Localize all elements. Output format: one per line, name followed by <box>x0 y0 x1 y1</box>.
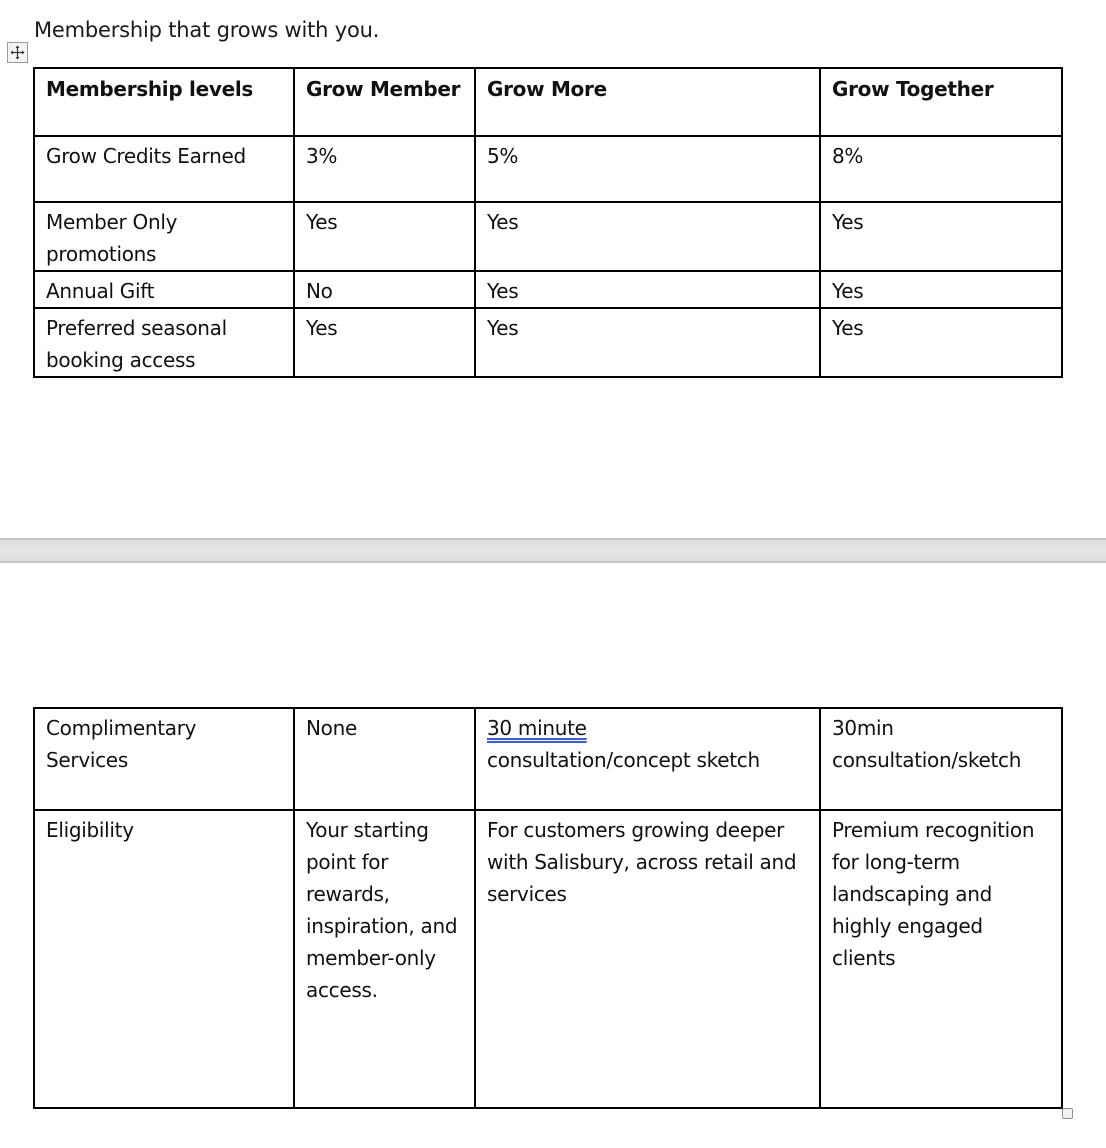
table-cell[interactable]: 5% <box>475 136 820 202</box>
page-break-separator <box>0 538 1106 563</box>
row-label-cell[interactable]: Preferred seasonal booking access <box>34 308 294 377</box>
header-cell-grow-more[interactable]: Grow More <box>475 68 820 136</box>
table-row <box>34 308 1062 377</box>
header-cell-membership-levels[interactable]: Membership levels <box>34 68 294 136</box>
cell-text: consultation/concept sketch <box>487 748 760 772</box>
membership-services-table <box>33 707 1063 1109</box>
table-cell[interactable]: None <box>294 708 475 810</box>
table-cell[interactable]: Yes <box>294 202 475 271</box>
table-cell[interactable]: 8% <box>820 136 1062 202</box>
membership-levels-table <box>33 67 1063 378</box>
table-cell[interactable]: Yes <box>475 202 820 271</box>
table-header-row <box>34 68 1062 136</box>
table-cell[interactable]: Yes <box>475 308 820 377</box>
row-label-cell[interactable]: Complimentary Services <box>34 708 294 810</box>
document-heading: Membership that grows with you. <box>34 18 380 42</box>
table-cell[interactable]: Yes <box>820 308 1062 377</box>
table-cell[interactable]: No <box>294 271 475 308</box>
table-cell[interactable]: 3% <box>294 136 475 202</box>
table-cell[interactable]: Yes <box>820 202 1062 271</box>
table-cell[interactable]: Yes <box>820 271 1062 308</box>
row-label-cell[interactable]: Annual Gift <box>34 271 294 308</box>
table-cell[interactable]: Yes <box>294 308 475 377</box>
header-cell-grow-together[interactable]: Grow Together <box>820 68 1062 136</box>
row-label-cell[interactable]: Eligibility <box>34 810 294 1108</box>
grammar-flagged-text[interactable]: 30 minute <box>487 716 587 740</box>
table-cell[interactable]: Premium recognition for long-term landscaping and highly engaged clients <box>820 810 1062 1108</box>
table-resize-handle[interactable] <box>1062 1108 1073 1119</box>
table-cell[interactable]: Your starting point for rewards, inspiration, and member-only access. <box>294 810 475 1108</box>
table-cell[interactable]: Yes <box>475 271 820 308</box>
table-move-handle[interactable] <box>7 42 28 63</box>
table-cell[interactable]: 30min consultation/sketch <box>820 708 1062 810</box>
row-label-cell[interactable]: Member Only promotions <box>34 202 294 271</box>
table-row <box>34 810 1062 1108</box>
row-label-cell[interactable]: Grow Credits Earned <box>34 136 294 202</box>
table-row <box>34 202 1062 271</box>
header-cell-grow-member[interactable]: Grow Member <box>294 68 475 136</box>
move-arrows-icon <box>10 45 25 60</box>
table-cell[interactable]: For customers growing deeper with Salisbury, across retail and services <box>475 810 820 1108</box>
table-cell[interactable] <box>475 708 820 810</box>
table-row <box>34 271 1062 308</box>
table-row <box>34 708 1062 810</box>
table-row <box>34 136 1062 202</box>
